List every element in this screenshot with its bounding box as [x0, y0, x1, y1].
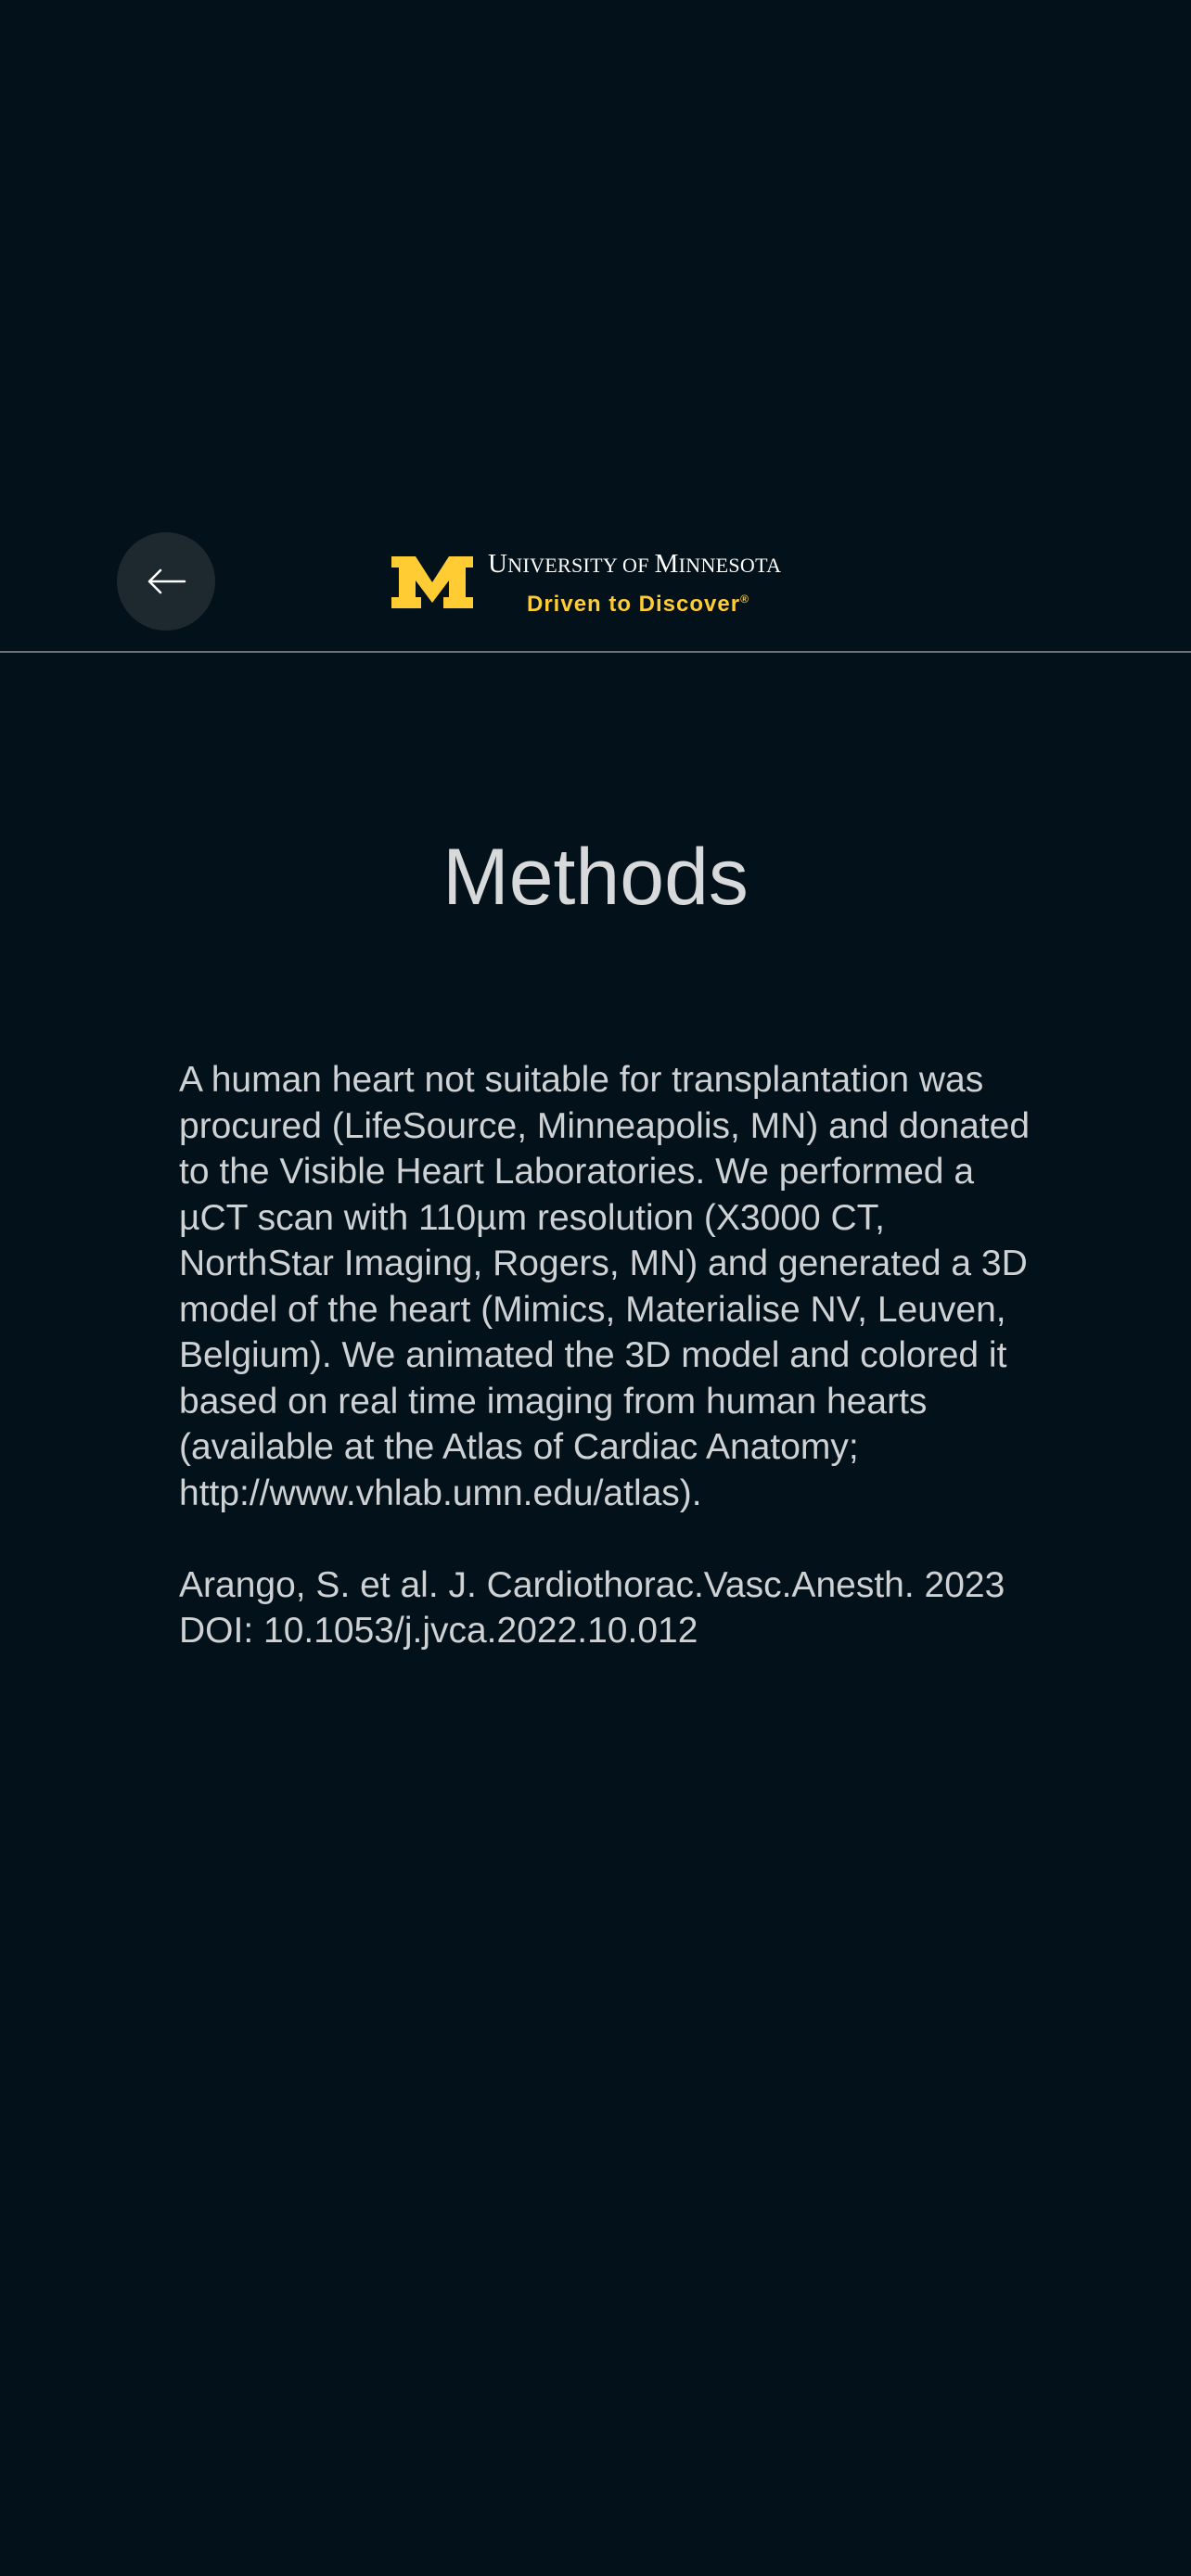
arrow-left-icon: [146, 567, 186, 595]
methods-content: [179, 1057, 1032, 1654]
block-m-logo: [388, 555, 477, 610]
university-name: UNIVERSITY OF MINNESOTA: [488, 549, 782, 579]
back-button[interactable]: [117, 532, 215, 631]
page-title: Methods: [442, 833, 749, 922]
app-header: [0, 0, 1191, 653]
logo-tagline: Driven to Discover®: [527, 592, 749, 617]
methods-paragraph: A human heart not suitable for transplantation was procured (LifeSource, Minneapolis, MN) and donated to the Visible Heart Laboratories. We performed a µCT scan with 110µm resolution (X3000 CT, NorthStar Imaging, Rogers, MN) and generated a 3D model of the heart (Mimics, Materialise NV, Leuven, Belgium). We animated the 3D model and colored it based on real time imaging from human hearts (available at the Atlas of Cardiac Anatomy; http://www.vhlab.umn.edu/atlas).: [179, 1060, 1031, 1513]
university-logo: [388, 547, 814, 621]
citation-paragraph: Arango, S. et al. J. Cardiothorac.Vasc.Anesth. 2023 DOI: 10.1053/j.jvca.2022.10.012: [179, 1564, 1005, 1651]
